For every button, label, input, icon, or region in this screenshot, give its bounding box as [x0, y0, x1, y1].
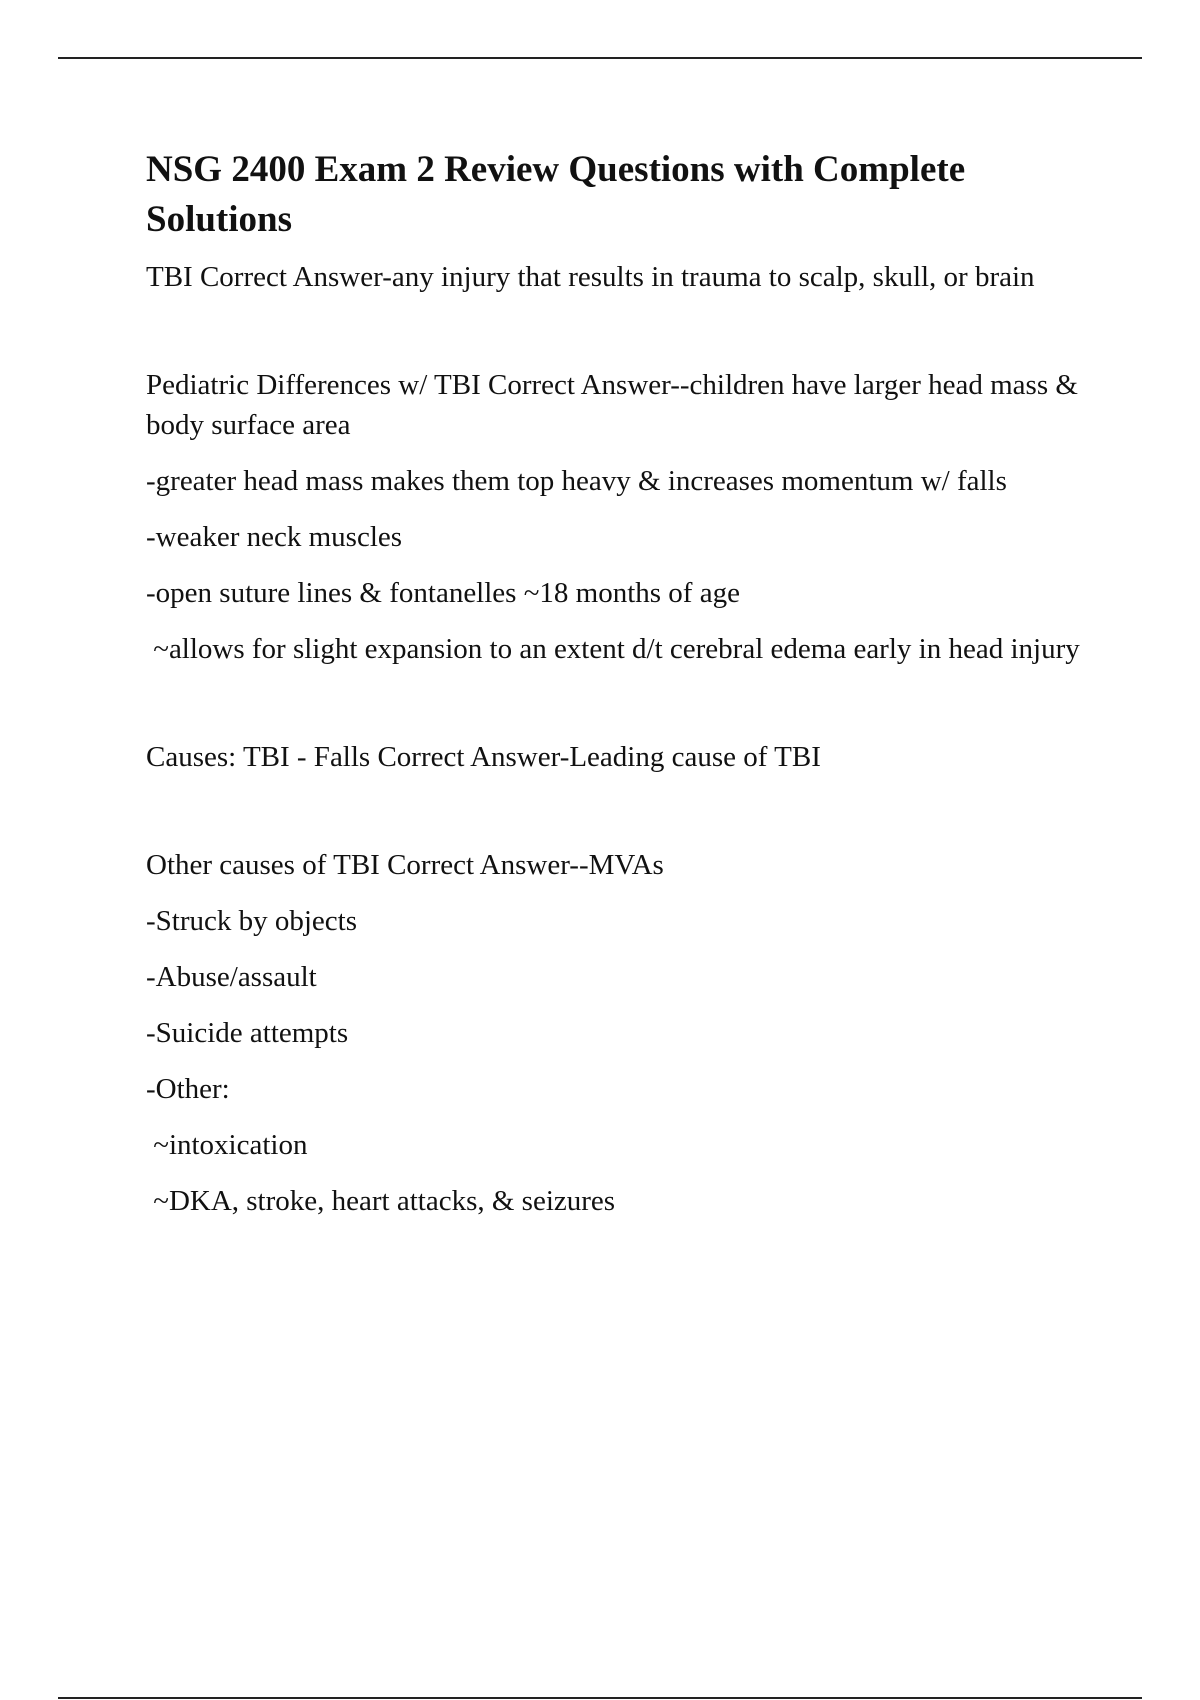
text-line: -open suture lines & fontanelles ~18 months of age — [146, 577, 740, 609]
text-line: Other causes of TBI Correct Answer--MVAs — [146, 849, 664, 881]
text-line: -weaker neck muscles — [146, 521, 403, 553]
block-spacer — [146, 793, 1086, 845]
top-rule — [58, 57, 1142, 59]
text-line: ~allows for slight expansion to an extent d/t cerebral edema early in head injury — [146, 633, 1080, 665]
text-line: -Suicide attempts — [146, 1017, 349, 1049]
qa-block-pediatric-differences — [146, 365, 1086, 669]
block-spacer — [146, 313, 1086, 365]
bottom-rule — [58, 1697, 1142, 1699]
text-line: -Other: — [146, 1073, 230, 1105]
block-spacer — [146, 685, 1086, 737]
qa-block-other-causes — [146, 845, 1086, 1221]
text-line: Pediatric Differences w/ TBI Correct Answer--children have larger head mass & body surface area — [146, 369, 1086, 441]
text-line: -Struck by objects — [146, 905, 358, 937]
text-line: TBI Correct Answer-any injury that results in trauma to scalp, skull, or brain — [146, 261, 1035, 293]
text-line: ~DKA, stroke, heart attacks, & seizures — [146, 1185, 616, 1217]
text-line: -greater head mass makes them top heavy & increases momentum w/ falls — [146, 465, 1007, 497]
qa-block-causes-falls — [146, 737, 1086, 777]
text-line: ~intoxication — [146, 1129, 308, 1161]
text-line: Causes: TBI - Falls Correct Answer-Leading cause of TBI — [146, 741, 821, 773]
document-body — [146, 145, 1086, 1237]
document-title: NSG 2400 Exam 2 Review Questions with Complete Solutions — [146, 149, 966, 240]
qa-block-tbi — [146, 257, 1086, 297]
text-line: -Abuse/assault — [146, 961, 317, 993]
